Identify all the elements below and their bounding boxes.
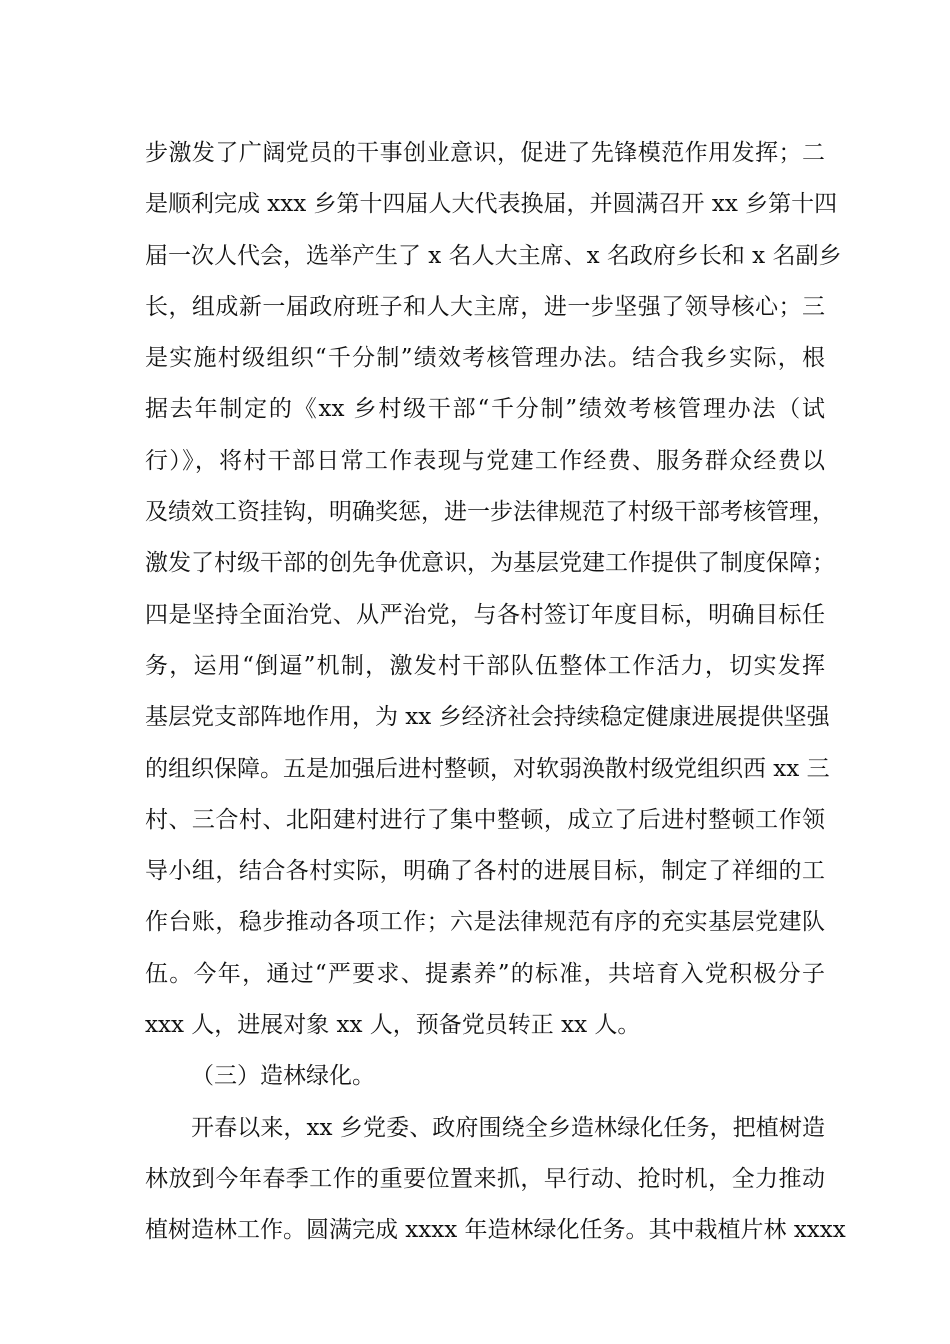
text-line: xxx 人，进展对象 xx 人，预备党员转正 xx 人。 xyxy=(145,1012,641,1039)
text-line: 据去年制定的《xx 乡村级干部“千分制”绩效考核管理办法（试 xyxy=(145,396,825,423)
text-line: 林放到今年春季工作的重要位置来抓，早行动、抢时机，全力推动 xyxy=(145,1165,825,1192)
text-line: 激发了村级干部的创先争优意识，为基层党建工作提供了制度保障； xyxy=(145,550,835,577)
text-line: 导小组，结合各村实际，明确了各村的进展目标，制定了祥细的工 xyxy=(145,858,825,885)
text-line: 是实施村级组织“千分制”绩效考核管理办法。结合我乡实际，根 xyxy=(145,345,825,372)
text-line: 的组织保障。五是加强后进村整顿，对软弱涣散村级党组织西 xx 三 xyxy=(145,755,830,782)
text-line: 届一次人代会，选举产生了 x 名人大主席、x 名政府乡长和 x 名副乡 xyxy=(145,242,842,269)
text-line: 是顺利完成 xxx 乡第十四届人大代表换届，并圆满召开 xx 乡第十四 xyxy=(145,191,838,218)
document-body xyxy=(145,128,846,1257)
section-heading: （三）造林绿化。 xyxy=(191,1063,375,1090)
text-line: 村、三合村、北阳建村进行了集中整顿，成立了后进村整顿工作领 xyxy=(145,806,825,833)
text-line: 作台账，稳步推动各项工作；六是法律规范有序的充实基层党建队 xyxy=(145,909,825,936)
text-line: 开春以来，xx 乡党委、政府围绕全乡造林绿化任务，把植树造 xyxy=(191,1114,825,1141)
text-line: 务，运用“倒逼”机制，激发村干部队伍整体工作活力，切实发挥 xyxy=(145,652,825,679)
text-line: 步激发了广阔党员的干事创业意识，促进了先锋模范作用发挥；二 xyxy=(145,140,825,166)
text-line: 四是坚持全面治党、从严治党，与各村签订年度目标，明确目标任 xyxy=(145,601,825,628)
text-line: 行）》，将村干部日常工作表现与党建工作经费、服务群众经费以 xyxy=(145,447,825,474)
text-line: 伍。今年，通过“严要求、提素养”的标准，共培育入党积极分子 xyxy=(145,960,825,987)
text-line: 及绩效工资挂钩，明确奖惩，进一步法律规范了村级干部考核管理， xyxy=(145,499,835,526)
text-line: 植树造林工作。圆满完成 xxxx 年造林绿化任务。其中栽植片林 xxxx xyxy=(145,1217,846,1244)
text-line: 基层党支部阵地作用，为 xx 乡经济社会持续稳定健康进展提供坚强 xyxy=(145,704,830,731)
text-line: 长，组成新一届政府班子和人大主席，进一步坚强了领导核心；三 xyxy=(145,293,825,320)
